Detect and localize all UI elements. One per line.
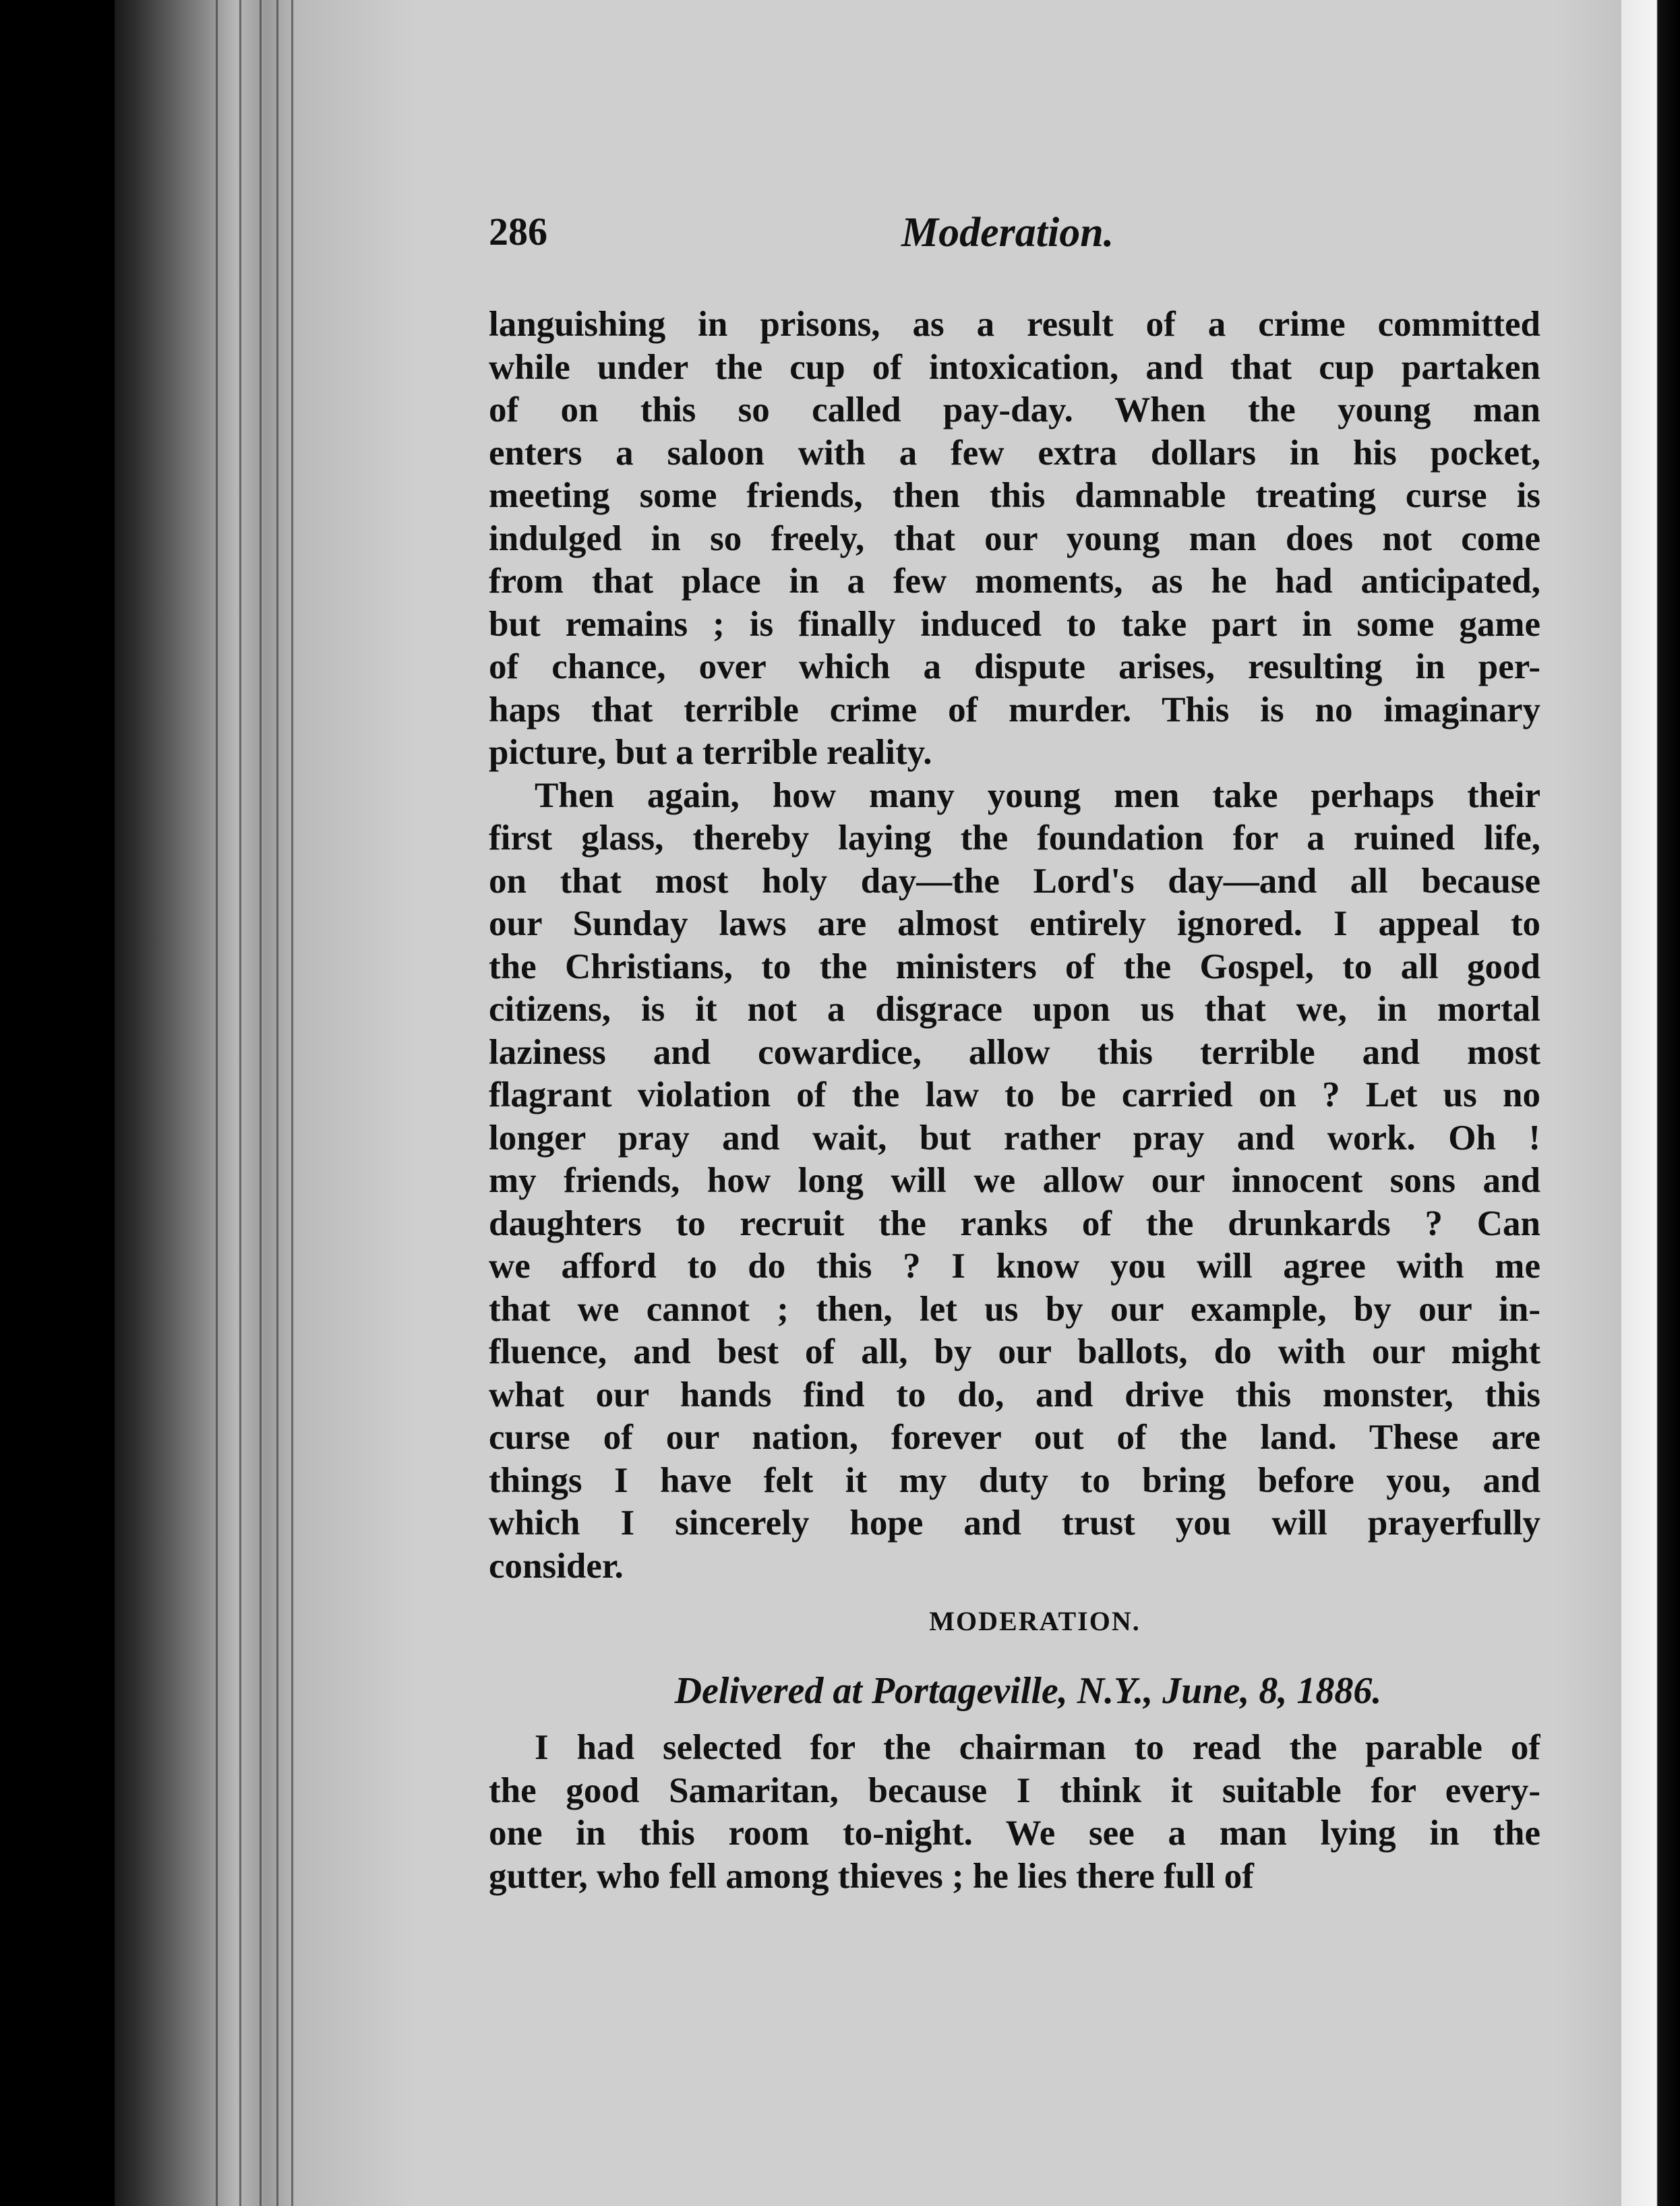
page-edge-line bbox=[291, 0, 293, 2206]
text-line: on that most holy day—the Lord's day—and all because bbox=[489, 861, 1540, 901]
page-number: 286 bbox=[489, 210, 547, 254]
paragraph bbox=[489, 775, 1540, 1588]
text-line: languishing in prisons, as a result of a crime committed bbox=[489, 305, 1540, 344]
text-line: indulged in so freely, that our young man does not come bbox=[489, 518, 1540, 558]
text-line: that we cannot ; then, let us by our example, by our in- bbox=[489, 1289, 1540, 1329]
text-line: of on this so called pay-day. When the young man bbox=[489, 390, 1540, 429]
paragraphs bbox=[489, 303, 1540, 1588]
text-line: our Sunday laws are almost entirely ignored. I appeal to bbox=[489, 904, 1540, 943]
text-line: haps that terrible crime of murder. This is no imaginary bbox=[489, 690, 1540, 729]
text-line: things I have felt it my duty to bring before you, and bbox=[489, 1460, 1540, 1500]
text-line: I had selected for the chairman to read the parable of bbox=[535, 1728, 1540, 1767]
text-line: one in this room to-night. We see a man lying in the bbox=[489, 1814, 1540, 1853]
text-line: consider. bbox=[489, 1546, 624, 1586]
text-line: longer pray and wait, but rather pray and work. Oh ! bbox=[489, 1118, 1540, 1158]
text-line: gutter, who fell among thieves ; he lies there full of bbox=[489, 1856, 1254, 1896]
text-line: daughters to recruit the ranks of the drunkards ? Can bbox=[489, 1203, 1540, 1243]
running-head: Moderation. bbox=[901, 210, 1114, 256]
text-line: while under the cup of intoxication, and that cup partaken bbox=[489, 347, 1540, 387]
text-line: meeting some friends, then this damnable treating curse is bbox=[489, 476, 1540, 515]
page-edge-line bbox=[260, 0, 262, 2206]
text-line: picture, but a terrible reality. bbox=[489, 733, 932, 772]
text-line: fluence, and best of all, by our ballots, do with our might bbox=[489, 1332, 1540, 1371]
text-line: my friends, how long will we allow our innocent sons and bbox=[489, 1161, 1540, 1200]
text-line: flagrant violation of the law to be carried on ? Let us no bbox=[489, 1075, 1540, 1114]
text-line: enters a saloon with a few extra dollars in his pocket, bbox=[489, 433, 1540, 473]
text-line: of chance, over which a dispute arises, resulting in per- bbox=[489, 647, 1540, 686]
text-line: Then again, how many young men take perhaps their bbox=[535, 775, 1540, 815]
text-line: laziness and cowardice, allow this terrible and most bbox=[489, 1032, 1540, 1072]
text-line: first glass, thereby laying the foundation for a ruined life, bbox=[489, 818, 1540, 858]
page-edge-line bbox=[216, 0, 218, 2206]
section-dateline: Delivered at Portageville, N.Y., June, 8, 1886. bbox=[674, 1670, 1382, 1712]
text-line: what our hands find to do, and drive this monster, this bbox=[489, 1375, 1540, 1414]
text-line: but remains ; is finally induced to take part in some game bbox=[489, 604, 1540, 644]
facing-page-edge bbox=[1621, 0, 1680, 2206]
page-header bbox=[489, 209, 1540, 270]
page-edge-line bbox=[276, 0, 278, 2206]
text-line: we afford to do this ? I know you will agree with me bbox=[489, 1247, 1540, 1286]
paragraphs-after bbox=[489, 1727, 1540, 1898]
paragraph bbox=[489, 1727, 1540, 1898]
book-page-stack bbox=[115, 0, 317, 2206]
body-text bbox=[489, 303, 1540, 1898]
text-line: which I sincerely hope and trust you will prayerfully bbox=[489, 1503, 1540, 1543]
paragraph bbox=[489, 303, 1540, 775]
text-line: from that place in a few moments, as he had anticipated, bbox=[489, 562, 1540, 601]
text-line: citizens, is it not a disgrace upon us that we, in mortal bbox=[489, 990, 1540, 1029]
text-line: curse of our nation, forever out of the land. These are bbox=[489, 1418, 1540, 1457]
text-line: the good Samaritan, because I think it suitable for every- bbox=[489, 1770, 1540, 1810]
page-edge-line bbox=[239, 0, 241, 2206]
section-title: MODERATION. bbox=[929, 1606, 1141, 1636]
text-line: the Christians, to the ministers of the Gospel, to all good bbox=[489, 947, 1540, 986]
